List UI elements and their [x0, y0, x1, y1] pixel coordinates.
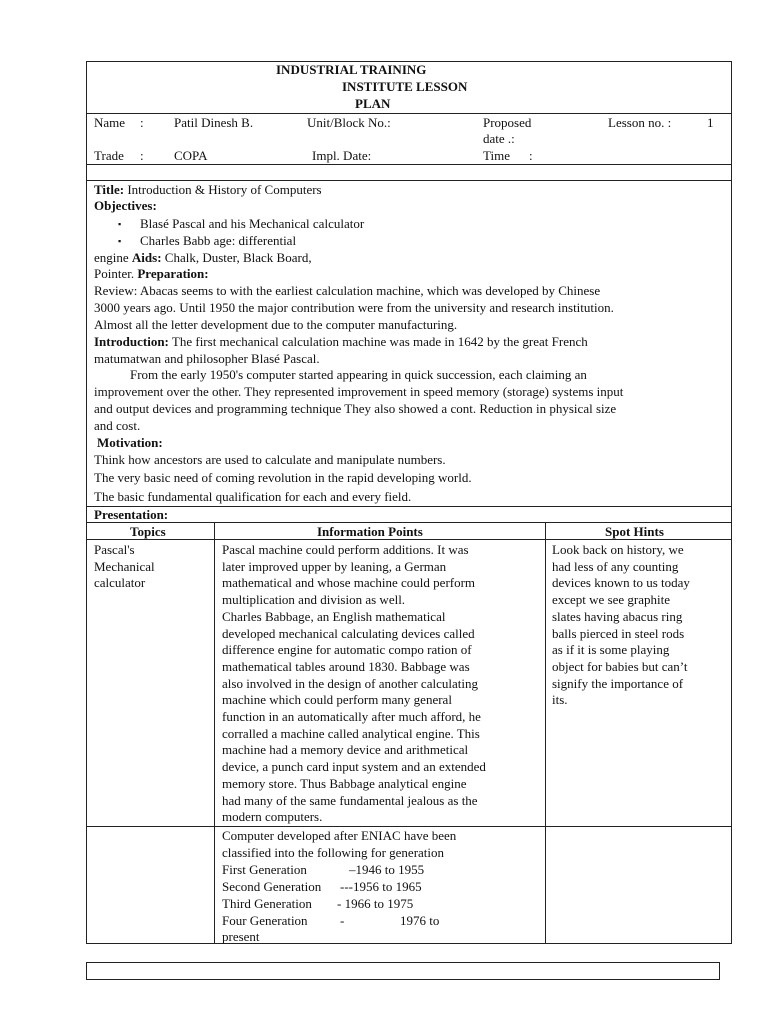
- lesson-title: [94, 182, 322, 198]
- trade-value: COPA: [174, 148, 208, 163]
- info-line: had many of the same fundamental jealous as the: [222, 792, 478, 808]
- info-line: Charles Babbage, an English mathematical: [222, 608, 446, 624]
- info-line: mathematical and whose machine could perform: [222, 575, 476, 591]
- name-colon: :: [140, 115, 144, 130]
- hint-line: balls pierced in steel rods: [552, 625, 685, 641]
- bullet-icon: ▪: [118, 219, 122, 229]
- trade-colon: :: [140, 148, 144, 163]
- info-line: machine which could perform many general: [222, 692, 452, 708]
- paragraph-line: improvement over the other. They represented improvement in speed memory (storage) systems input: [94, 384, 624, 399]
- paragraph-line: and output devices and programming technique They also showed a cont. Reduction in physical size: [94, 401, 617, 416]
- header-title-line2: INSTITUTE LESSON: [342, 79, 468, 94]
- generation-range-end: 1976 to: [400, 913, 440, 928]
- footer-box: [86, 962, 720, 980]
- objectives-label: Objectives:: [94, 198, 157, 213]
- hint-line: Look back on history, we: [552, 542, 684, 557]
- info-line: later improved upper by leaning, a German: [222, 558, 447, 574]
- introduction-label: Introduction:: [94, 334, 169, 349]
- generation-range: - 1966 to 1975: [337, 896, 414, 911]
- row-divider: [86, 164, 732, 165]
- name-value: Patil Dinesh B.: [174, 115, 254, 130]
- aids-value: Chalk, Duster, Black Board,: [161, 250, 312, 265]
- topic-line: calculator: [94, 575, 146, 591]
- generation-intro-line: classified into the following for generation: [222, 845, 445, 860]
- generation-name: Third Generation: [222, 896, 312, 911]
- lesson-no-value: 1: [707, 115, 714, 130]
- aids-label: Aids:: [131, 250, 162, 265]
- hint-line: its.: [552, 692, 568, 708]
- generation-range: –1946 to 1955: [349, 862, 425, 877]
- hint-line: object for babies but can’t: [552, 658, 688, 674]
- title-value: Introduction & History of Computers: [124, 182, 322, 197]
- time-label: Time: [483, 148, 510, 163]
- title-label: Title:: [94, 182, 125, 197]
- impl-date-label: Impl. Date:: [312, 148, 372, 163]
- info-line: multiplication and division as well.: [222, 592, 406, 608]
- generation-range: ---1956 to 1965: [340, 879, 422, 894]
- review-line: Review: Abacas seems to with the earliest calculation machine, which was developed by Chinese: [94, 283, 601, 298]
- review-line: Almost all the letter development due to the computer manufacturing.: [94, 317, 458, 332]
- time-colon: :: [529, 148, 533, 163]
- name-label: Name: [94, 115, 126, 130]
- motivation-line: Think how ancestors are used to calculate and manipulate numbers.: [94, 452, 446, 467]
- topic-line: Mechanical: [94, 558, 155, 574]
- info-line: mathematical tables around 1830. Babbage was: [222, 658, 470, 674]
- introduction-line: matumatwan and philosopher Blasé Pascal.: [94, 351, 320, 366]
- info-line: also involved in the design of another calculating: [222, 675, 478, 691]
- info-cell: [222, 542, 538, 826]
- header-title-line3: PLAN: [355, 96, 391, 111]
- info-line: difference engine for automatic compo ration of: [222, 642, 472, 658]
- preparation-label: Preparation:: [137, 266, 209, 281]
- table-border-bottom: [86, 943, 732, 944]
- paragraph-line: From the early 1950's computer started appearing in quick succession, each claiming an: [130, 367, 587, 382]
- hint-line: had less of any counting: [552, 558, 679, 574]
- pointer-text: Pointer.: [94, 266, 138, 281]
- info-line: developed mechanical calculating devices called: [222, 625, 475, 641]
- hint-line: as if it is some playing: [552, 642, 670, 658]
- review-line: 3000 years ago. Until 1950 the major contribution were from the university and research institution.: [94, 300, 614, 315]
- aids-line: [94, 250, 312, 266]
- bullet-icon: ▪: [118, 236, 122, 246]
- presentation-label: Presentation:: [94, 507, 169, 522]
- column-header-topics: Topics: [130, 524, 166, 539]
- info-line: function in an automatically after much afford, he: [222, 709, 481, 725]
- motivation-label: Motivation:: [97, 435, 163, 450]
- table-border-left: [86, 61, 87, 944]
- column-header-hints: Spot Hints: [605, 524, 664, 539]
- info-line: corralled a machine called analytical engine. This: [222, 725, 480, 741]
- info-line: machine had a memory device and arithmetical: [222, 742, 469, 758]
- info-line: Pascal machine could perform additions. It was: [222, 542, 469, 557]
- table-border-right: [731, 61, 732, 944]
- generation-tail: present: [222, 929, 260, 944]
- unit-block-label: Unit/Block No.:: [307, 115, 391, 130]
- hint-line: slates having abacus ring: [552, 608, 683, 624]
- row-divider: [86, 180, 732, 181]
- trade-label: Trade: [94, 148, 124, 163]
- introduction-text: The first mechanical calculation machine was made in 1642 by the great French: [168, 334, 588, 349]
- column-divider: [545, 522, 546, 943]
- hints-cell: [552, 542, 725, 709]
- motivation-line: The very basic need of coming revolution in the rapid developing world.: [94, 470, 472, 485]
- row-divider: [86, 826, 732, 827]
- proposed-date-label: date .:: [483, 131, 515, 146]
- introduction-line: [94, 334, 588, 350]
- topic-line: Pascal's: [94, 542, 135, 557]
- row-divider: [86, 113, 732, 114]
- generation-intro-line: Computer developed after ENIAC have been: [222, 828, 457, 843]
- header-title-line1: INDUSTRIAL TRAINING: [276, 62, 427, 77]
- hint-line: except we see graphite: [552, 592, 671, 608]
- generation-range: -: [340, 913, 345, 928]
- hint-line: devices known to us today: [552, 575, 690, 591]
- motivation-line: The basic fundamental qualification for each and every field.: [94, 489, 412, 504]
- generation-name: Four Generation: [222, 913, 308, 928]
- column-divider: [214, 522, 215, 943]
- generation-name: Second Generation: [222, 879, 322, 894]
- generation-name: First Generation: [222, 862, 307, 877]
- proposed-label: Proposed: [483, 115, 532, 130]
- info-line: modern computers.: [222, 809, 323, 825]
- info-line: memory store. Thus Babbage analytical engine: [222, 775, 467, 791]
- objective-item: Charles Babb age: differential: [140, 233, 297, 248]
- info-line: device, a punch card input system and an extended: [222, 759, 486, 775]
- paragraph-line: and cost.: [94, 418, 141, 433]
- preparation-line: [94, 266, 209, 282]
- aids-prefix: engine: [94, 250, 132, 265]
- hint-line: signify the importance of: [552, 675, 684, 691]
- row-divider: [86, 522, 732, 523]
- column-header-info: Information Points: [317, 524, 423, 539]
- row-divider: [86, 506, 732, 507]
- topic-cell: [94, 542, 155, 592]
- objective-item: Blasé Pascal and his Mechanical calculator: [140, 216, 365, 231]
- lesson-no-label: Lesson no. :: [608, 115, 672, 130]
